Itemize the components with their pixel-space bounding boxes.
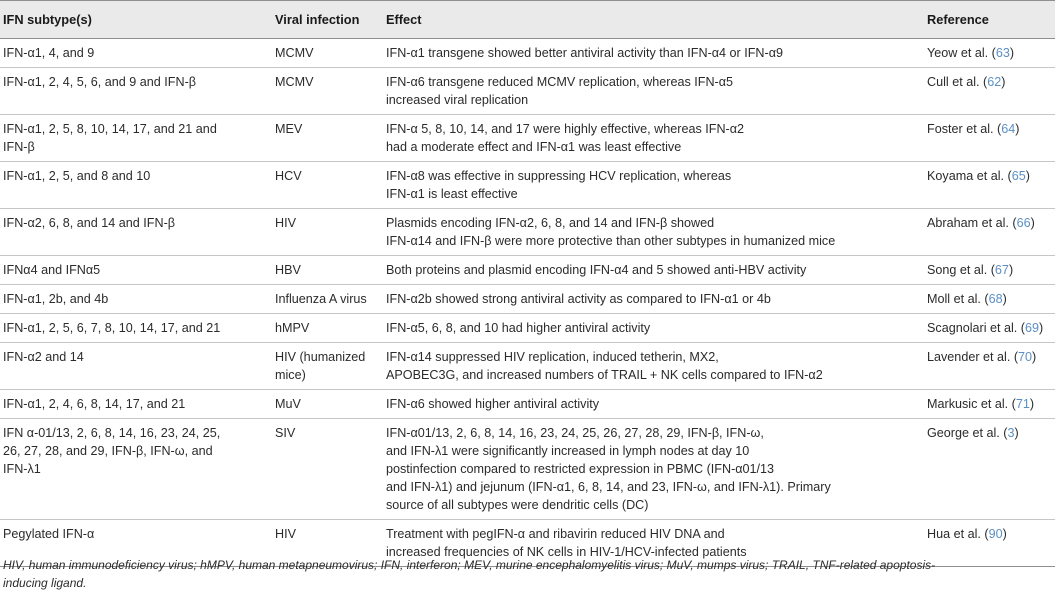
reference-number-link[interactable]: 66: [1016, 216, 1031, 230]
cell-reference: [924, 209, 1055, 256]
table-row: [0, 115, 1055, 162]
reference-author: Scagnolari et al. (: [927, 321, 1026, 335]
table-row: [0, 419, 1055, 520]
reference-author: Cull et al. (: [927, 75, 988, 89]
reference-close-paren: ): [1009, 46, 1015, 60]
cell-effect: Plasmids encoding IFN-α2, 6, 8, and 14 and IFN-β showed IFN-α14 and IFN-β were more protective than other subtypes in humanized mice: [383, 209, 924, 256]
reference-number-link[interactable]: 69: [1025, 321, 1040, 335]
cell-effect: Both proteins and plasmid encoding IFN-α4 and 5 showed anti-HBV activity: [383, 256, 924, 285]
cell-viral-infection: MCMV: [272, 39, 383, 68]
cell-effect: IFN-α5, 6, 8, and 10 had higher antiviral activity: [383, 314, 924, 343]
reference-number-link[interactable]: 70: [1018, 350, 1033, 364]
reference-close-paren: ): [1008, 263, 1014, 277]
cell-subtype: IFN-α1, 2b, and 4b: [0, 285, 272, 314]
reference-author: Hua et al. (: [927, 527, 989, 541]
header-row: [0, 1, 1055, 39]
cell-reference: [924, 314, 1055, 343]
reference-author: Markusic et al. (: [927, 397, 1016, 411]
table-row: [0, 343, 1055, 390]
reference-close-paren: ): [1025, 169, 1030, 183]
cell-effect: IFN-α6 showed higher antiviral activity: [383, 390, 924, 419]
cell-subtype: IFN-α2, 6, 8, and 14 and IFN-β: [0, 209, 272, 256]
table-row: [0, 256, 1055, 285]
cell-effect: IFN-α2b showed strong antiviral activity as compared to IFN-α1 or 4b: [383, 285, 924, 314]
reference-number-link[interactable]: 62: [987, 75, 1002, 89]
cell-viral-infection: hMPV: [272, 314, 383, 343]
reference-author: Yeow et al. (: [927, 46, 996, 60]
reference-number-link[interactable]: 67: [994, 263, 1009, 277]
header-ifn-subtypes: IFN subtype(s): [0, 1, 272, 39]
cell-subtype: Pegylated IFN-α: [0, 520, 272, 567]
cell-reference: [924, 115, 1055, 162]
cell-effect: IFN-α01/13, 2, 6, 8, 14, 16, 23, 24, 25, 26, 27, 28, 29, IFN-β, IFN-ω, and IFN-λ1 were significantly increased in lymph nodes at day 10 postinfection compared to restricted expression in PBMC (IFN-α01/13 and IFN-λ1) and jejunum (IFN-α1, 6, 8, 14, and 23, IFN-ω, and IFN-λ1). Primary source of all subtypes were dendritic cells (DC): [383, 419, 924, 520]
cell-reference: [924, 162, 1055, 209]
reference-number-link[interactable]: 64: [1001, 122, 1016, 136]
cell-effect: Treatment with pegIFN-α and ribavirin reduced HIV DNA and increased frequencies of NK cells in HIV-1/HCV-infected patients: [383, 520, 924, 567]
reference-number-link[interactable]: 71: [1015, 397, 1030, 411]
cell-subtype: IFN-α1, 2, 4, 5, 6, and 9 and IFN-β: [0, 68, 272, 115]
reference-author: Lavender et al. (: [927, 350, 1019, 364]
reference-close-paren: ): [1029, 397, 1035, 411]
table-row: [0, 390, 1055, 419]
cell-effect: IFN-α6 transgene reduced MCMV replication, whereas IFN-α5 increased viral replication: [383, 68, 924, 115]
cell-viral-infection: HCV: [272, 162, 383, 209]
reference-author: Song et al. (: [927, 263, 995, 277]
reference-author: Koyama et al. (: [927, 169, 1012, 183]
table-row: [0, 162, 1055, 209]
reference-author: Foster et al. (: [927, 122, 1002, 136]
reference-close-paren: ): [1002, 292, 1007, 306]
cell-effect: IFN-α1 transgene showed better antiviral activity than IFN-α4 or IFN-α9: [383, 39, 924, 68]
header-reference: Reference: [924, 1, 1055, 39]
reference-number-link[interactable]: 68: [988, 292, 1003, 306]
cell-subtype: IFN α-01/13, 2, 6, 8, 14, 16, 23, 24, 25, 26, 27, 28, and 29, IFN-β, IFN-ω, and IFN-λ1: [0, 419, 272, 520]
table-body: [0, 39, 1055, 567]
cell-reference: [924, 343, 1055, 390]
cell-subtype: IFN-α1, 2, 5, 8, 10, 14, 17, and 21 and IFN-β: [0, 115, 272, 162]
cell-viral-infection: HBV: [272, 256, 383, 285]
reference-author: Moll et al. (: [927, 292, 989, 306]
cell-effect: IFN-α8 was effective in suppressing HCV replication, whereas IFN-α1 is least effective: [383, 162, 924, 209]
cell-reference: [924, 68, 1055, 115]
table-row: [0, 314, 1055, 343]
cell-viral-infection: HIV: [272, 209, 383, 256]
table-row: [0, 39, 1055, 68]
cell-effect: IFN-α 5, 8, 10, 14, and 17 were highly effective, whereas IFN-α2 had a moderate effect and IFN-α1 was least effective: [383, 115, 924, 162]
cell-subtype: IFN-α1, 2, 4, 6, 8, 14, 17, and 21: [0, 390, 272, 419]
cell-viral-infection: Influenza A virus: [272, 285, 383, 314]
cell-effect: IFN-α14 suppressed HIV replication, induced tetherin, MX2, APOBEC3G, and increased numbers of TRAIL + NK cells compared to IFN-α2: [383, 343, 924, 390]
reference-close-paren: ): [1001, 75, 1006, 89]
reference-author: Abraham et al. (: [927, 216, 1017, 230]
cell-viral-infection: HIV: [272, 520, 383, 567]
cell-subtype: IFN-α1, 2, 5, 6, 7, 8, 10, 14, 17, and 21: [0, 314, 272, 343]
cell-viral-infection: MCMV: [272, 68, 383, 115]
reference-close-paren: ): [1014, 426, 1019, 440]
cell-viral-infection: SIV: [272, 419, 383, 520]
reference-close-paren: ): [1030, 216, 1035, 230]
cell-viral-infection: HIV (humanized mice): [272, 343, 383, 390]
cell-viral-infection: MuV: [272, 390, 383, 419]
reference-number-link[interactable]: 90: [988, 527, 1003, 541]
reference-author: George et al. (: [927, 426, 1008, 440]
table-header: [0, 1, 1055, 39]
table-row: [0, 68, 1055, 115]
header-effect: Effect: [383, 1, 924, 39]
reference-number-link[interactable]: 65: [1011, 169, 1026, 183]
table-row: [0, 209, 1055, 256]
reference-close-paren: ): [1015, 122, 1020, 136]
table-footnote: HIV, human immunodeficiency virus; hMPV, human metapneumovirus; IFN, interferon; MEV, murine encephalomyelitis virus; MuV, mumps virus; TRAIL, TNF-related apoptosis- inducing ligand.: [3, 558, 936, 590]
cell-reference: [924, 419, 1055, 520]
reference-close-paren: ): [1039, 321, 1044, 335]
cell-reference: [924, 390, 1055, 419]
reference-close-paren: ): [1032, 350, 1037, 364]
cell-subtype: IFN-α1, 2, 5, and 8 and 10: [0, 162, 272, 209]
cell-subtype: IFN-α2 and 14: [0, 343, 272, 390]
cell-reference: [924, 285, 1055, 314]
reference-close-paren: ): [1002, 527, 1007, 541]
header-viral-infection: Viral infection: [272, 1, 383, 39]
cell-subtype: IFN-α1, 4, and 9: [0, 39, 272, 68]
cell-viral-infection: MEV: [272, 115, 383, 162]
reference-number-link[interactable]: 63: [995, 46, 1010, 60]
cell-reference: [924, 256, 1055, 285]
cell-subtype: IFNα4 and IFNα5: [0, 256, 272, 285]
table-row: [0, 285, 1055, 314]
reference-number-link[interactable]: 3: [1007, 426, 1015, 440]
cell-reference: [924, 39, 1055, 68]
